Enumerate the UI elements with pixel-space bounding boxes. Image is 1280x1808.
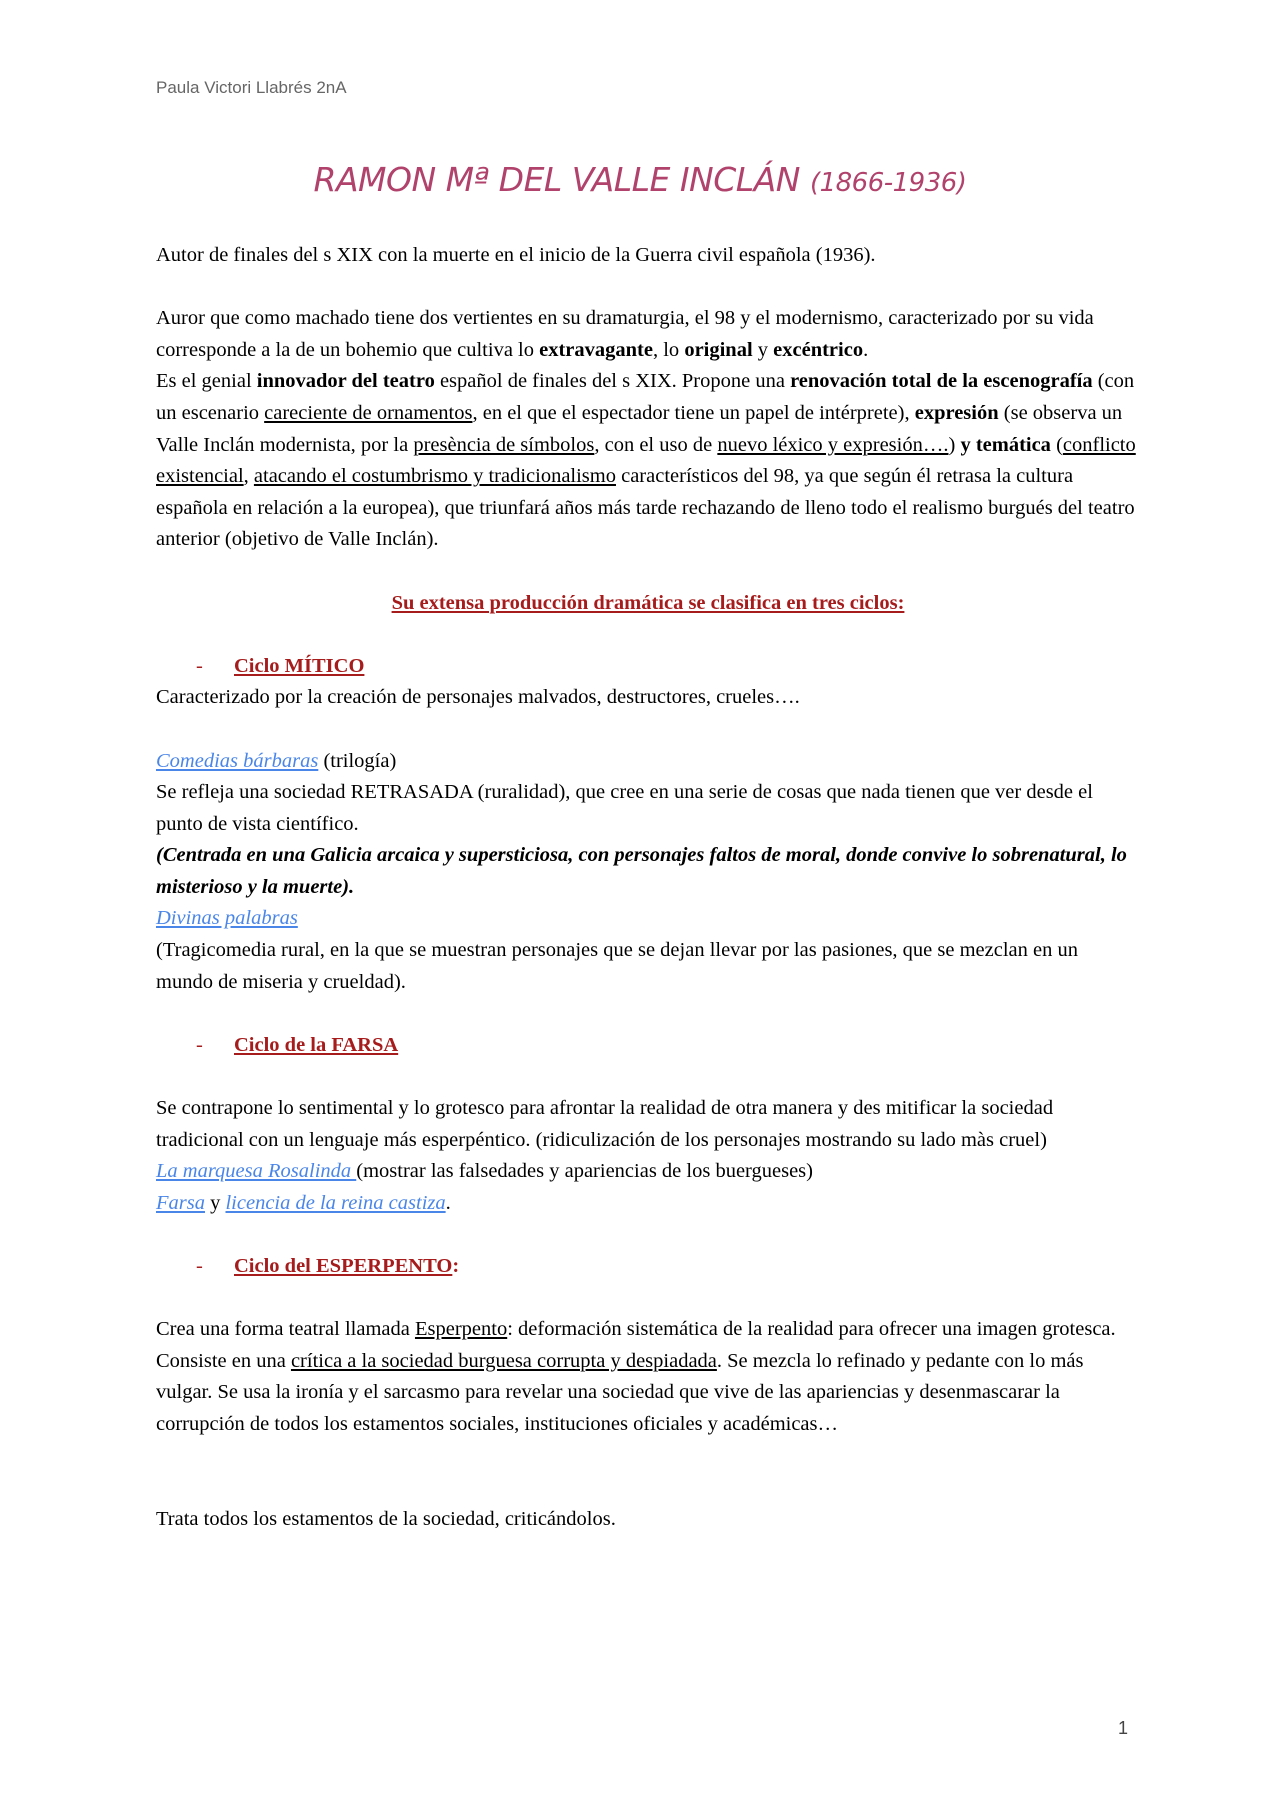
divinas-description: (Tragicomedia rural, en la que se muestran personajes que se dejan llevar por las pasiones, que se mezclan en un mundo de miseria y crueldad). <box>156 939 1078 993</box>
link-comedias-barbaras[interactable]: Comedias bárbaras <box>156 749 319 772</box>
esperpento-definition: Crea una forma teatral llamada Esperpento: deformación sistemática de la realidad para ofrecer una imagen grotesca. <box>156 1318 1116 1341</box>
comedias-description: Se refleja una sociedad RETRASADA (ruralidad), que cree en una serie de cosas que nada tienen que ver desde el punto de vista científico. <box>156 781 1093 835</box>
esperpento-critique: Consiste en una crítica a la sociedad burguesa corrupta y despiadada. Se mezcla lo refinado y pedante con lo más vulgar. Se usa la ironía y el sarcasmo para revelar una sociedad que vive de las apariencias y desenmascarar la corrupción de todos los estamentos sociales, instituciones oficiales y académicas… <box>156 1349 1084 1435</box>
style-paragraph: Auror que como machado tiene dos vertientes en su dramaturgia, el 98 y el modernismo, caracterizado por su vida corresponde a la de un bohemio que cultiva lo extravagante, lo original y excéntrico. <box>156 307 1094 361</box>
cycle-heading-farsa: - Ciclo de la FARSA <box>156 1030 1140 1062</box>
work-farsa-licencia: Farsa y licencia de la reina castiza. <box>156 1191 451 1214</box>
work-marquesa: La marquesa Rosalinda (mostrar las falsedades y apariencias de los buergueses) <box>156 1160 813 1183</box>
section-heading: Su extensa producción dramática se clasifica en tres ciclos: <box>391 591 905 614</box>
innovation-paragraph: Es el genial innovador del teatro español de finales del s XIX. Propone una renovación total de la escenografía (con un escenario careciente de ornamentos, en el que el espectador tiene un papel de intérprete), expresión (se observa un Valle Inclán modernista, por la presència de símbolos, con el uso de nuevo léxico y expresión….) y temática (conflicto existencial, atacando el costumbrismo y tradicionalismo característicos del 98, ya que según él retrasa la cultura española en relación a la europea), que triunfará años más tarde rechazando de lleno todo el realismo burgués del teatro anterior (objetivo de Valle Inclán). <box>156 370 1136 551</box>
work-comedias: Comedias bárbaras (trilogía) <box>156 749 397 772</box>
title-main: RAMON Mª DEL VALLE INCLÁN <box>313 160 800 199</box>
mitico-description: Caracterizado por la creación de personajes malvados, destructores, crueles…. <box>156 686 800 709</box>
page-title <box>0 160 1280 199</box>
page-number: 1 <box>1117 1718 1128 1738</box>
title-years: (1866-1936) <box>809 168 967 198</box>
page-header-author: Paula Victori Llabrés 2nA <box>156 78 347 97</box>
link-licencia-reina[interactable]: licencia de la reina castiza <box>225 1191 446 1214</box>
work-divinas <box>156 903 1140 935</box>
list-dash: - <box>196 654 203 677</box>
link-divinas-palabras[interactable]: Divinas palabras <box>156 907 298 930</box>
comedias-italic-note: (Centrada en una Galicia arcaica y supersticiosa, con personajes faltos de moral, donde convive lo sobrenatural, lo misterioso y la muerte). <box>156 844 1127 898</box>
final-sentence: Trata todos los estamentos de la sociedad, criticándolos. <box>156 1507 616 1530</box>
cycle-heading-mitico: - Ciclo MÍTICO <box>156 651 1140 683</box>
cycle-heading-esperpento: - Ciclo del ESPERPENTO: <box>156 1251 1140 1283</box>
document-body <box>156 240 1140 1535</box>
intro-paragraph: Autor de finales del s XIX con la muerte en el inicio de la Guerra civil española (1936). <box>156 244 876 266</box>
farsa-description: Se contrapone lo sentimental y lo grotesco para afrontar la realidad de otra manera y des mitificar la sociedad tradicional con un lenguaje más esperpéntico. (ridiculización de los personajes mostrando su lado màs cruel) <box>156 1097 1054 1151</box>
list-dash: - <box>196 1255 203 1277</box>
list-dash: - <box>196 1033 203 1056</box>
link-farsa[interactable]: Farsa <box>156 1191 205 1214</box>
link-marquesa-rosalinda[interactable]: La marquesa Rosalinda <box>156 1160 357 1183</box>
